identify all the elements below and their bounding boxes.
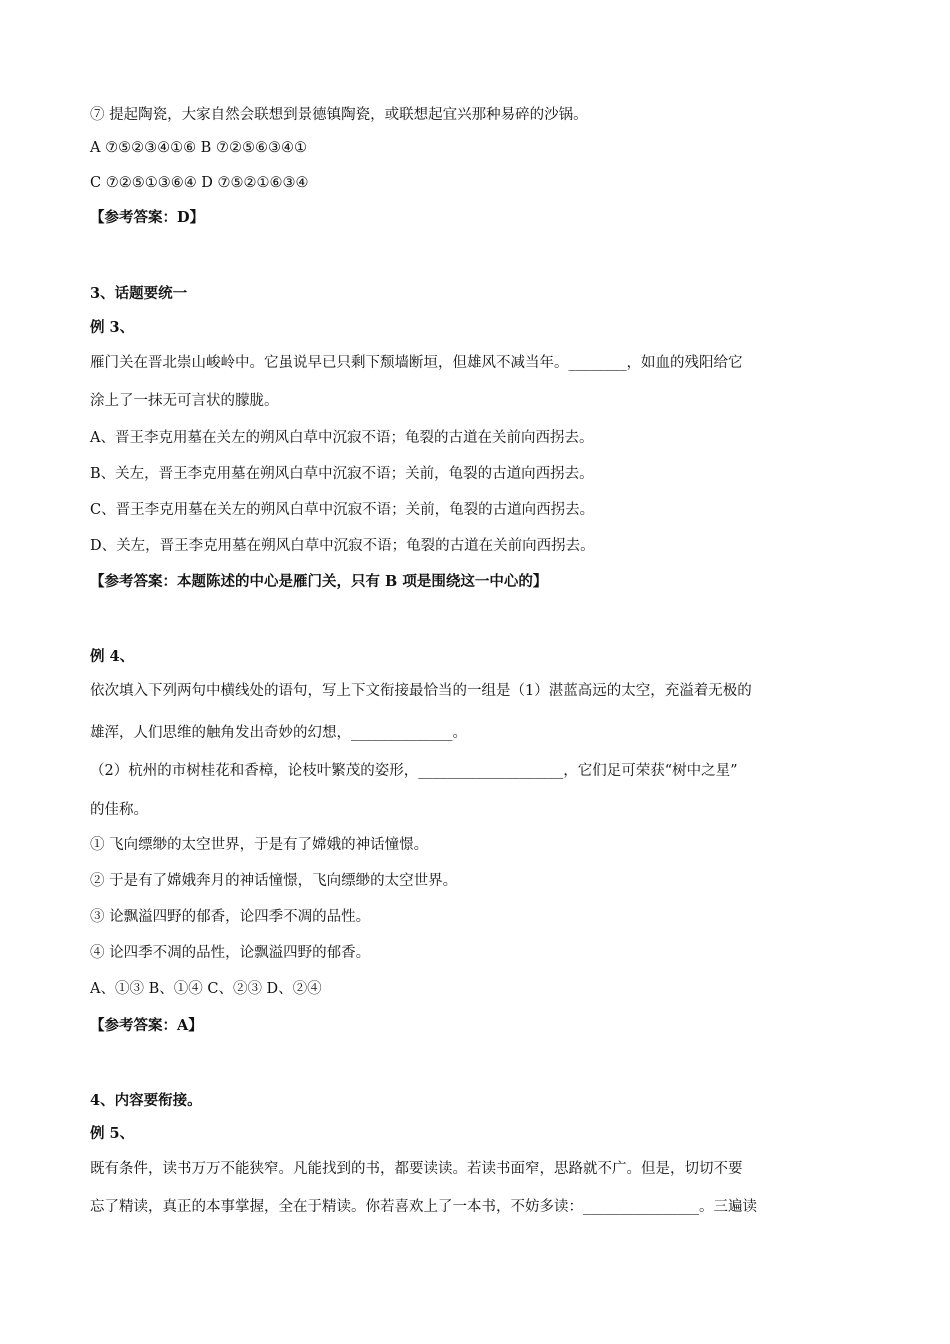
option-d: D、关左，晋王李克用墓在朔风白草中沉寂不语；龟裂的古道在关前向西拐去。 — [90, 538, 595, 554]
paragraph-line: 的佳称。 — [90, 802, 148, 818]
option-1: ① 飞向缥缈的太空世界，于是有了嫦娥的神话憧憬。 — [90, 837, 429, 853]
option-2: ② 于是有了嫦娥奔月的神话憧憬，飞向缥缈的太空世界。 — [90, 873, 458, 889]
answer-line: 【参考答案：D】 — [90, 209, 205, 226]
option-c: C、晋王李克用墓在关左的朔风白草中沉寂不语；关前，龟裂的古道向西拐去。 — [90, 502, 595, 518]
example-heading-4: 例 4、 — [90, 648, 135, 665]
example-heading-5: 例 5、 — [90, 1125, 135, 1142]
choice-line: A、①③ B、①④ C、②③ D、②④ — [90, 981, 322, 997]
paragraph-line: 涂上了一抹无可言状的朦胧。 — [90, 393, 279, 409]
paragraph-line: 雄浑，人们思维的触角发出奇妙的幻想，______________。 — [90, 725, 467, 741]
section-heading-3: 3、话题要统一 — [90, 285, 188, 302]
answer-line: 【参考答案：本题陈述的中心是雁门关，只有 B 项是围绕这一中心的】 — [90, 573, 548, 590]
paragraph-line: 雁门关在晋北崇山峻岭中。它虽说早已只剩下颓墙断垣，但雄风不减当年。________，如血的残阳给它 — [90, 355, 743, 371]
paragraph-line: 忘了精读，真正的本事掌握，全在于精读。你若喜欢上了一本书，不妨多读：________________。三遍读 — [90, 1199, 757, 1215]
option-a: A、晋王李克用墓在关左的朔风白草中沉寂不语；龟裂的古道在关前向西拐去。 — [90, 430, 594, 446]
option-3: ③ 论飘溢四野的郁香，论四季不凋的品性。 — [90, 909, 371, 925]
text-line-choices-cd: C ⑦②⑤①③⑥④ D ⑦⑤②①⑥③④ — [90, 175, 309, 191]
option-b: B、关左，晋王李克用墓在朔风白草中沉寂不语；关前，龟裂的古道向西拐去。 — [90, 466, 594, 482]
option-4: ④ 论四季不凋的品性，论飘溢四野的郁香。 — [90, 945, 371, 961]
example-heading-3: 例 3、 — [90, 319, 135, 336]
paragraph-line: 既有条件，读书万万不能狭窄。凡能找到的书，都要读读。若读书面窄，思路就不广。但是，切切不要 — [90, 1161, 743, 1177]
text-line-option-7: ⑦ 提起陶瓷，大家自然会联想到景德镇陶瓷，或联想起宜兴那种易碎的沙锅。 — [90, 107, 588, 123]
text-line-choices-ab: A ⑦⑤②③④①⑥ B ⑦②⑤⑥③④① — [90, 140, 307, 156]
section-heading-4: 4、内容要衔接。 — [90, 1092, 202, 1109]
paragraph-line: 依次填入下列两句中横线处的语句，写上下文衔接最恰当的一组是（1）湛蓝高远的太空，充溢着无极的 — [90, 683, 752, 699]
paragraph-line: （2）杭州的市树桂花和香樟，论枝叶繁茂的姿形，____________________，它们足可荣获“树中之星” — [90, 763, 738, 779]
answer-line: 【参考答案：A】 — [90, 1017, 203, 1034]
